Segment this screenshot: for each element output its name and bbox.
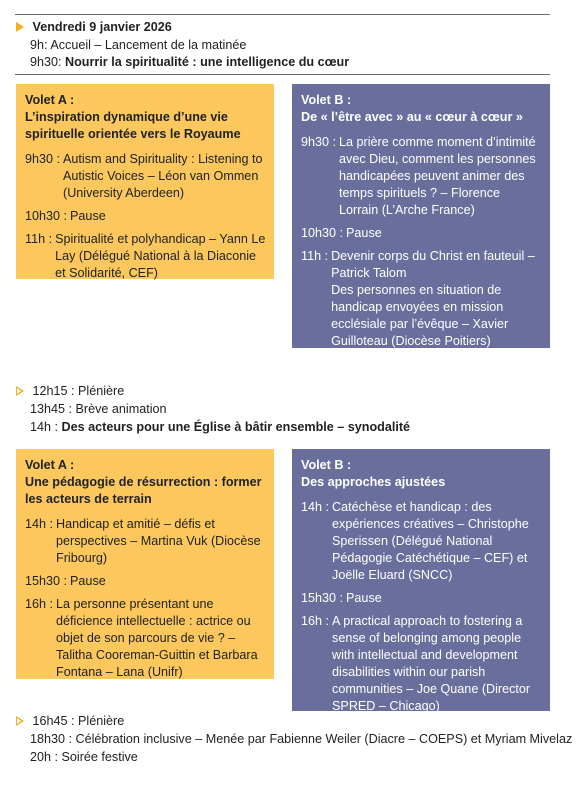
item-text: Soirée festive (61, 750, 138, 764)
triangle-outline-icon (16, 716, 24, 726)
session-entry (301, 590, 542, 607)
entry-text: A practical approach to fostering a sense of belonging among people with intellectual and development disabilities within our parish communities – Joe Quane (Director SPRED – Chicago) (332, 614, 531, 713)
entry-text: Handicap et amitié – défis et perspectives – Martina Vuk (Diocèse Fribourg) (56, 517, 261, 565)
session2-volet-a (16, 449, 274, 679)
session-entry (301, 225, 542, 242)
entry-text: Pause (346, 591, 382, 605)
entry-time: 15h30 : (301, 591, 344, 605)
triangle-marker-icon (16, 22, 24, 32)
session-entry (25, 573, 266, 590)
entry-text: Devenir corps du Christ en fauteuil – Patrick Talom Des personnes en situation de handicap envoyées en mission ecclésiale par l’évêque – Xavier Guilloteau (Diocèse Poitiers) (331, 249, 535, 348)
item-time: 12h15 : (32, 384, 75, 398)
session-entry (25, 596, 266, 681)
entry-time: 16h : (301, 614, 330, 628)
session1-volet-a (16, 84, 274, 279)
entry-time: 10h30 : (25, 209, 68, 223)
entry-time: 11h : (25, 232, 53, 246)
item-time: 18h30 : (30, 732, 73, 746)
volet-title: L’inspiration dynamique d’une vie spirituelle orientée vers le Royaume (25, 110, 241, 141)
schedule-item-animation (30, 401, 167, 418)
schedule-item-soiree (30, 749, 138, 766)
entry-time: 15h30 : (25, 574, 68, 588)
volet-label: Volet B : (301, 458, 352, 472)
entry-text: Pause (70, 574, 106, 588)
session-entry (25, 231, 266, 282)
volet-title: De « l’être avec » au « cœur à cœur » (301, 110, 523, 124)
volet-label: Volet A : (25, 93, 75, 107)
item-text: Accueil – Lancement de la matinée (50, 38, 247, 52)
schedule-item-pleniere (16, 383, 124, 400)
entry-text: Pause (346, 226, 382, 240)
volet-label: Volet B : (301, 93, 352, 107)
schedule-item-synodalite (30, 419, 410, 436)
entry-time: 9h30 : (301, 135, 337, 149)
schedule-item-pleniere-2 (16, 713, 124, 730)
entry-text: Catéchèse et handicap : des expériences créatives – Christophe Sperissen (Délégué National Pédagogie Catéchétique – CEF) et Joëlle Eluard (SNCC) (332, 500, 529, 582)
item-text: Brève animation (75, 402, 167, 416)
item-time: 14h : (30, 420, 59, 434)
session-entry (301, 248, 542, 350)
entry-text: La prière comme moment d’intimité avec Dieu, comment les personnes handicapées peuvent animer des temps spirituels ? – Florence Lorrain (L’Arche France) (339, 135, 536, 217)
item-text: Plénière (78, 384, 125, 398)
item-text: Des acteurs pour une Église à bâtir ensemble – synodalité (61, 420, 411, 434)
schedule-item-welcome (30, 37, 246, 54)
entry-text: Pause (70, 209, 106, 223)
session-entry (301, 499, 542, 584)
day-title: Vendredi 9 janvier 2026 (16, 19, 172, 36)
item-text: Célébration inclusive – Menée par Fabienne Weiler (Diacre – COEPS) et Myriam Mivelaz (75, 732, 573, 746)
entry-time: 14h : (301, 500, 330, 514)
item-time: 9h30: (30, 55, 62, 69)
session-entry (25, 516, 266, 567)
session-entry (25, 208, 266, 225)
entry-time: 10h30 : (301, 226, 344, 240)
entry-text: La personne présentant une déficience intellectuelle : actrice ou objet de son parcours de vie ? – Talitha Cooreman-Guittin et Barbara Fontana – Lana (Unifr) (56, 597, 258, 679)
item-text: Plénière (78, 714, 125, 728)
entry-text: Spiritualité et polyhandicap – Yann Le Lay (Délégué National à la Diaconie et Solidarité, CEF) (55, 232, 266, 280)
schedule-item-spirituality (30, 54, 349, 71)
top-rule (15, 14, 550, 15)
session2-volet-b (292, 449, 550, 711)
volet-label: Volet A : (25, 458, 75, 472)
session-entry (25, 151, 266, 202)
volet-title: Des approches ajustées (301, 475, 446, 489)
item-time: 13h45 : (30, 402, 73, 416)
entry-time: 16h : (25, 597, 54, 611)
session1-volet-b (292, 84, 550, 348)
item-time: 20h : (30, 750, 59, 764)
entry-time: 14h : (25, 517, 54, 531)
item-time: 16h45 : (32, 714, 75, 728)
divider-rule (15, 74, 550, 75)
schedule-item-celebration (30, 731, 572, 748)
item-text: Nourrir la spiritualité : une intelligence du cœur (65, 55, 350, 69)
entry-time: 9h30 : (25, 152, 61, 166)
entry-text: Autism and Spirituality : Listening to Autistic Voices – Léon van Ommen (University Aberdeen) (63, 152, 263, 200)
item-time: 9h: (30, 38, 48, 52)
volet-title: Une pédagogie de résurrection : former les acteurs de terrain (25, 475, 262, 506)
session-entry (301, 613, 542, 715)
entry-time: 11h : (301, 249, 329, 263)
triangle-outline-icon (16, 386, 24, 396)
session-entry (301, 134, 542, 219)
